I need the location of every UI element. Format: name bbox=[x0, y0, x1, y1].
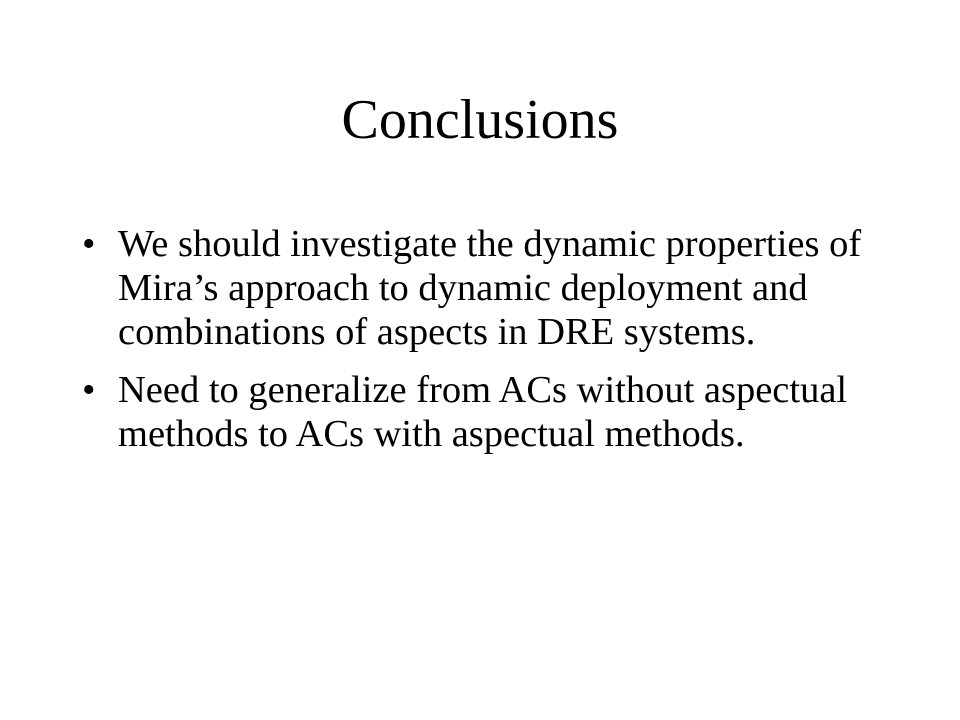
bullet-text: We should investigate the dynamic properties of Mira’s approach to dynamic deployment and combinations of aspects in DRE systems. bbox=[118, 223, 862, 353]
bullet-list bbox=[82, 222, 882, 470]
bullet-text: Need to generalize from ACs without aspectual methods to ACs with aspectual methods. bbox=[118, 369, 848, 455]
bullet-item bbox=[82, 222, 882, 354]
bullet-icon: • bbox=[82, 369, 96, 411]
bullet-icon: • bbox=[82, 223, 96, 265]
bullet-item bbox=[82, 368, 882, 456]
slide-title: Conclusions bbox=[341, 89, 619, 151]
